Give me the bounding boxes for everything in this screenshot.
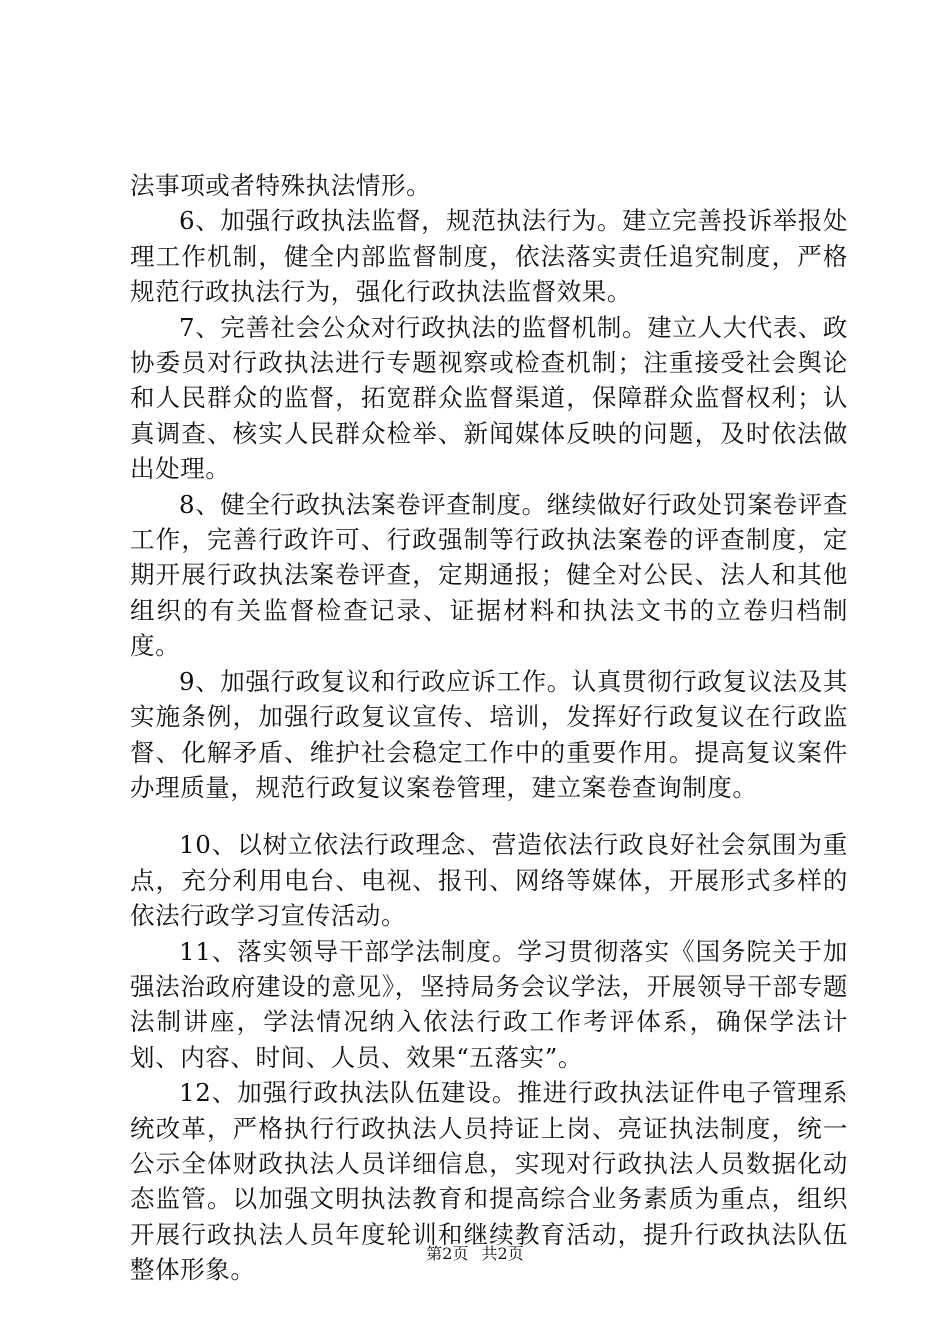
paragraph-spacer [130, 805, 848, 827]
document-body [130, 168, 848, 1288]
paragraph-item-10: 10、以树立依法行政理念、营造依法行政良好社会氛围为重点，充分利用电台、电视、报刊、网络等媒体，开展形式多样的依法行政学习宣传活动。 [130, 830, 848, 931]
page-footer [0, 1244, 950, 1264]
paragraph-item-6: 6、加强行政执法监督，规范执法行为。建立完善投诉举报处理工作机制，健全内部监督制度，依法落实责任追究制度，严格规范行政执法行为，强化行政执法监督效果。 [130, 206, 848, 307]
paragraph-item-11: 11、落实领导干部学法制度。学习贯彻落实《国务院关于加强法治政府建设的意见》，坚持局务会议学法，开展领导干部专题法制讲座，学法情况纳入依法行政工作考评体系，确保学法计划、内容、时间、人员、效果“五落实”。 [130, 936, 848, 1072]
paragraph-item-8: 8、健全行政执法案卷评查制度。继续做好行政处罚案卷评查工作，完善行政许可、行政强制等行政执法案卷的评查制度，定期开展行政执法案卷评查，定期通报；健全对公民、法人和其他组织的有关监督检查记录、证据材料和执法文书的立卷归档制度。 [130, 489, 848, 661]
page-number: 第2页 [426, 1244, 469, 1263]
paragraph-item-9: 9、加强行政复议和行政应诉工作。认真贯彻行政复议法及其实施条例，加强行政复议宣传、培训，发挥好行政复议在行政监督、化解矛盾、维护社会稳定工作中的重要作用。提高复议案件办理质量，规范行政复议案卷管理，建立案卷查询制度。 [130, 666, 848, 802]
paragraph-item-12: 12、加强行政执法队伍建设。推进行政执法证件电子管理系统改革，严格执行行政执法人员持证上岗、亮证执法制度，统一公示全体财政执法人员详细信息，实现对行政执法人员数据化动态监管。以加强文明执法教育和提高综合业务素质为重点，组织开展行政执法人员年度轮训和继续教育活动，提升行政执法队伍整体形象。 [130, 1078, 848, 1285]
page-total: 共2页 [481, 1244, 524, 1263]
paragraph-continuation: 法事项或者特殊执法情形。 [130, 171, 432, 200]
paragraph-item-7: 7、完善社会公众对行政执法的监督机制。建立人大代表、政协委员对行政执法进行专题视察或检查机制；注重接受社会舆论和人民群众的监督，拓宽群众监督渠道，保障群众监督权利；认真调查、核实人民群众检举、新闻媒体反映的问题，及时依法做出处理。 [130, 312, 848, 484]
